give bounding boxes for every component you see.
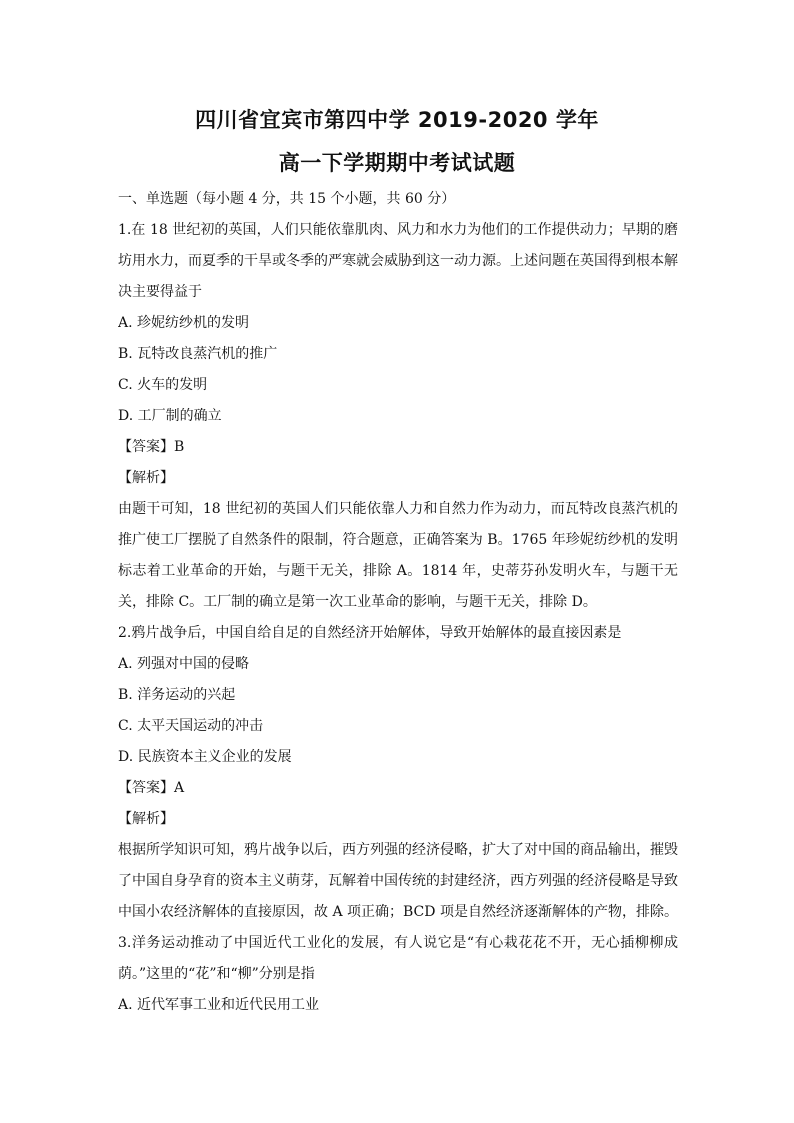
option-d: D. 工厂制的确立 xyxy=(118,408,222,424)
analysis-label: 【解析】 xyxy=(118,470,174,486)
question-stem: 2.鸦片战争后，中国自给自足的自然经济开始解体，导致开始解体的最直接因素是 xyxy=(118,625,622,641)
answer-label: 【答案】B xyxy=(118,439,185,455)
document-title-line2: 高一下学期期中考试试题 xyxy=(278,151,516,175)
answer-label: 【答案】A xyxy=(118,780,185,796)
option-a: A. 列强对中国的侵略 xyxy=(118,656,250,672)
analysis-label: 【解析】 xyxy=(118,811,174,827)
analysis-text: 由题干可知，18 世纪初的英国人们只能依靠人力和自然力作为动力，而瓦特改良蒸汽机的推广使工厂摆脱了自然条件的限制，符合题意，正确答案为 B。1765 年珍妮纺纱机的发明标志着工业革命的开始，与题干无关，排除 A。1814 年，史蒂芬孙发明火车，与题干无关，排除 C。工厂制的确立是第一次工业革命的影响，与题干无关，排除 D。 xyxy=(118,501,678,610)
document-body xyxy=(118,184,678,1021)
option-b: B. 瓦特改良蒸汽机的推广 xyxy=(118,346,278,362)
document-title-line1: 四川省宜宾市第四中学 2019-2020 学年 xyxy=(195,108,599,132)
section-heading: 一、单选题（每小题 4 分，共 15 个小题，共 60 分） xyxy=(118,191,456,207)
option-d: D. 民族资本主义企业的发展 xyxy=(118,749,292,765)
question-stem: 3.洋务运动推动了中国近代工业化的发展，有人说它是“有心栽花花不开，无心插柳柳成荫。”这里的“花”和“柳”分别是指 xyxy=(118,935,678,982)
option-c: C. 火车的发明 xyxy=(118,377,208,393)
option-c: C. 太平天国运动的冲击 xyxy=(118,718,264,734)
option-a: A. 珍妮纺纱机的发明 xyxy=(118,315,250,331)
option-a: A. 近代军事工业和近代民用工业 xyxy=(118,997,320,1013)
question-stem: 1.在 18 世纪初的英国，人们只能依靠肌肉、风力和水力为他们的工作提供动力；早期的磨坊用水力，而夏季的干旱或冬季的严寒就会威胁到这一动力源。上述问题在英国得到根本解决主要得益于 xyxy=(118,222,678,300)
analysis-text: 根据所学知识可知，鸦片战争以后，西方列强的经济侵略，扩大了对中国的商品输出，摧毁了中国自身孕育的资本主义萌芽，瓦解着中国传统的封建经济，西方列强的经济侵略是导致中国小农经济解体的直接原因，故 A 项正确；BCD 项是自然经济逐渐解体的产物，排除。 xyxy=(118,842,678,920)
option-b: B. 洋务运动的兴起 xyxy=(118,687,236,703)
